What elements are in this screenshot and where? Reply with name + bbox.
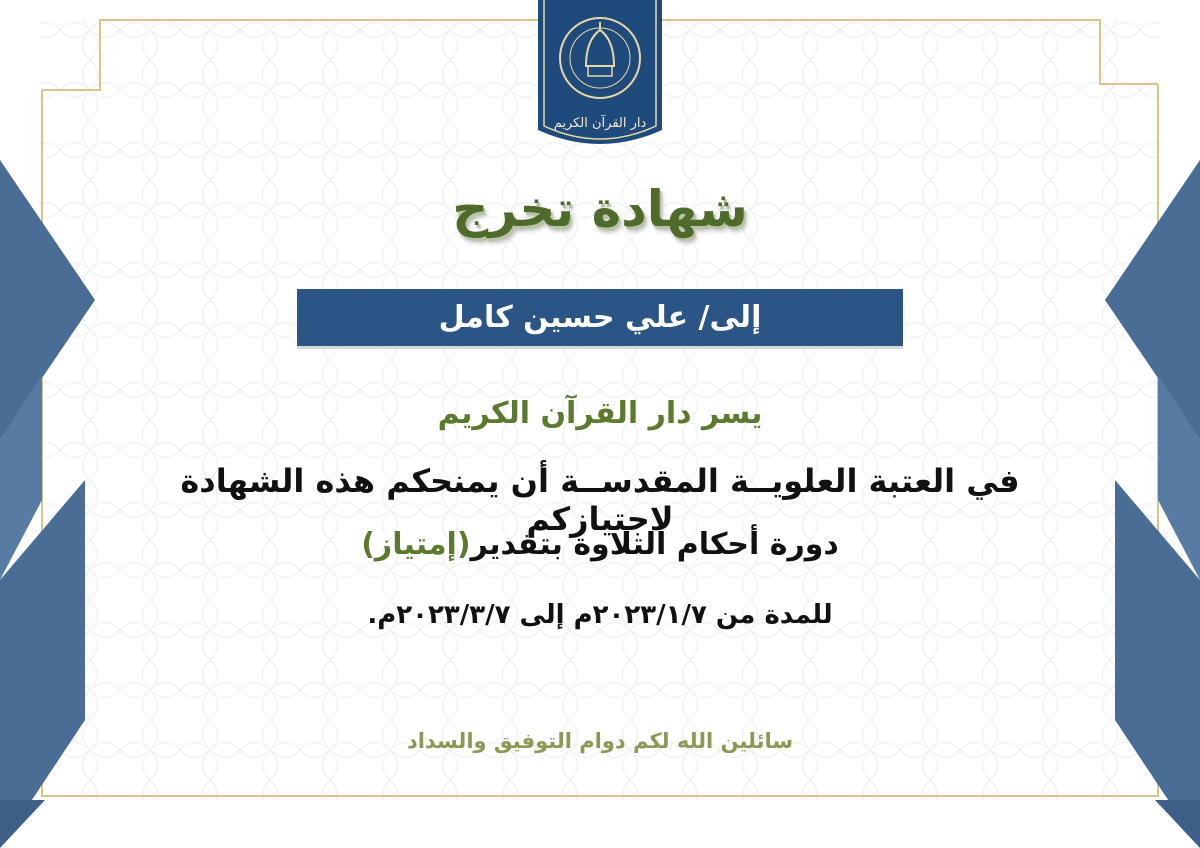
grant-line: في العتبة العلويــة المقدســة أن يمنحكم هذه الشهادة لاجتيازكم	[180, 462, 1020, 538]
recipient-banner	[297, 289, 903, 349]
closing-line: سائلين الله لكم دوام التوفيق والسداد	[406, 729, 794, 753]
certificate-title: شهادة تخرج	[452, 180, 748, 238]
course-grade: (إمتياز)	[361, 527, 471, 562]
course-name: دورة أحكام التلاوة بتقدير	[470, 527, 839, 562]
course-line	[150, 527, 1050, 562]
period-line: للمدة من ٢٠٢٣/١/٧م إلى ٢٠٢٣/٣/٧م.	[367, 600, 833, 630]
issuer-line: يسر دار القرآن الكريم	[437, 396, 763, 431]
recipient-name: إلى/ علي حسين كامل	[438, 300, 762, 335]
emblem-caption: دار القرآن الكريم	[553, 116, 647, 131]
